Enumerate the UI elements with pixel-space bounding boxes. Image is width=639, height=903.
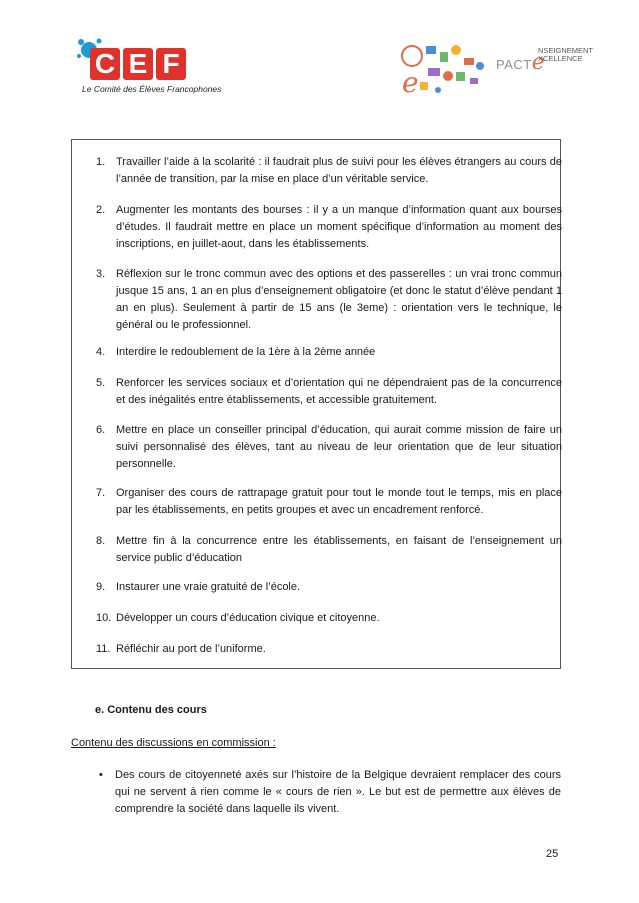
- list-item-text: Travailler l’aide à la scolarité : il faudrait plus de suivi pour les élèves étrangers au cours de l’année de transition, par la mise en place d’un véritable service.: [116, 156, 562, 185]
- list-item-text: Réflexion sur le tronc commun avec des options et des passerelles : un vrai tronc commun jusque 15 ans, 1 an en plus d’enseignement obligatoire (et donc le statut d’élève pendant 1 an en plus). Seulement à partir de 15 ans (le 3eme) : orientation vers le technique, le général ou le professionnel.: [116, 268, 562, 331]
- cef-letter-c: C: [90, 48, 120, 80]
- list-item-text: Augmenter les montants des bourses : il y a un manque d’information quant aux bourses d’études. Il faudrait mettre en place un moment spécifique d’information au moment des inscriptions, en juillet-aout, dans les établissements.: [116, 204, 562, 250]
- list-item-text: Mettre fin à la concurrence entre les établissements, en faisant de l’enseignement un service public d’éducation: [116, 535, 562, 564]
- section-heading: e. Contenu des cours: [95, 704, 207, 716]
- pacte-big-e: e: [531, 50, 546, 75]
- pacte-tagline-1: NSEIGNEMENT: [538, 46, 594, 55]
- list-item-number: 2.: [96, 204, 106, 216]
- list-item-number: 8.: [96, 535, 106, 547]
- list-item: [95, 767, 561, 818]
- education-icons-collage-icon: [398, 38, 494, 100]
- list-item-text: Développer un cours d’éducation civique et citoyenne.: [116, 612, 380, 624]
- cef-logo: [70, 36, 222, 100]
- cef-letter-e: E: [123, 48, 153, 80]
- list-item: [96, 533, 562, 567]
- pacte-word-text: PACT: [496, 57, 532, 72]
- list-item-number: 6.: [96, 424, 106, 436]
- pacte-logo: [398, 34, 594, 104]
- list-item-text: Instaurer une vraie gratuité de l’école.: [116, 581, 301, 593]
- list-item-text: Mettre en place un conseiller principal d’éducation, qui aurait comme mission de faire un suivi personnalisé des élèves, tant au niveau de leur orientation que de leur situation personnelle.: [116, 424, 562, 470]
- list-item-number: 11.: [96, 643, 111, 655]
- list-item-text: Interdire le redoublement de la 1ère à la 2ème année: [116, 346, 376, 358]
- list-item: [96, 154, 562, 188]
- list-item: [96, 610, 562, 627]
- pacte-tagline: [538, 47, 593, 63]
- pacte-tagline-2: XCELLENCE: [538, 54, 583, 63]
- list-item-text: Organiser des cours de rattrapage gratuit pour tout le monde tout le temps, mis en place par les établissements, en petits groupes et avec un encadrement renforcé.: [116, 487, 562, 516]
- proposals-box: [71, 139, 561, 669]
- list-item-number: 10.: [96, 612, 112, 624]
- list-item: [96, 485, 562, 519]
- list-item: [96, 266, 562, 334]
- list-item: [96, 579, 562, 596]
- page-number: 25: [546, 848, 559, 860]
- list-item: [96, 641, 562, 658]
- cef-letter-f: F: [156, 48, 186, 80]
- cef-letters: [90, 48, 186, 80]
- cef-logo-caption: Le Comité des Élèves Francophones: [82, 84, 222, 94]
- list-item-number: 7.: [96, 487, 106, 499]
- list-item-text: Renforcer les services sociaux et d’orientation qui ne dépendraient pas de la concurrence et des inégalités entre établissements, et accessible gratuitement.: [116, 377, 562, 406]
- bullet-icon: •: [99, 769, 103, 781]
- list-item: [96, 375, 562, 409]
- list-item: [96, 422, 562, 473]
- list-item-number: 5.: [96, 377, 106, 389]
- discussion-heading: Contenu des discussions en commission :: [71, 737, 276, 749]
- list-item-number: 1.: [96, 156, 106, 168]
- list-item-text: Réfléchir au port de l’uniforme.: [116, 643, 266, 655]
- list-item: [96, 202, 562, 253]
- list-item-number: 9.: [96, 581, 106, 593]
- bullet-text: Des cours de citoyenneté axés sur l’histoire de la Belgique devraient remplacer des cours qui ne servent à rien comme le « cours de rien ». Le but est de permettre aux élèves de comprendre la société dans laquelle ils vivent.: [115, 769, 561, 815]
- list-item-number: 3.: [96, 268, 106, 280]
- list-item-number: 4.: [96, 346, 106, 358]
- list-item: [96, 344, 562, 361]
- svg-text:e: e: [402, 66, 419, 99]
